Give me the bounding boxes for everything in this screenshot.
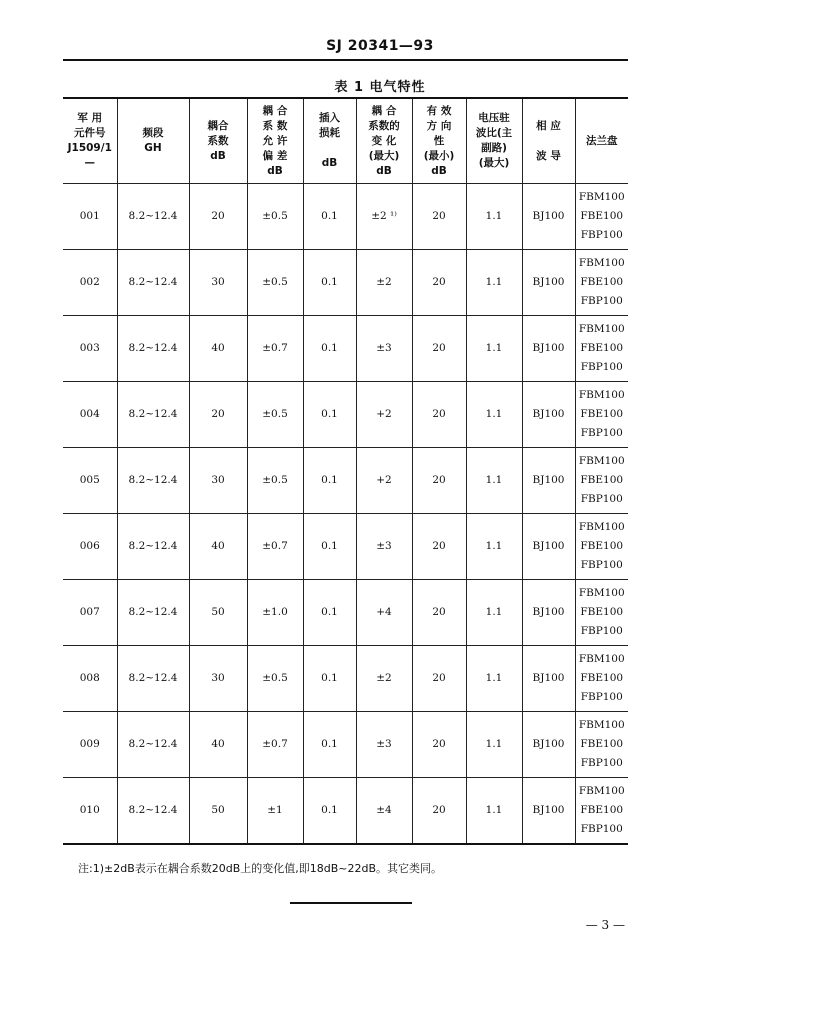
cell-coupling-tolerance: ±0.5 [247, 184, 303, 250]
cell-frequency-band: 8.2~12.4 [117, 316, 189, 382]
cell-flange: FBM100 FBE100 FBP100 [575, 382, 628, 448]
cell-insertion-loss: 0.1 [303, 250, 356, 316]
cell-part-number: 008 [63, 646, 117, 712]
cell-coupling: 30 [189, 250, 247, 316]
cell-coupling-variation: ±2 [356, 250, 412, 316]
cell-vswr: 1.1 [466, 448, 522, 514]
cell-coupling: 40 [189, 316, 247, 382]
cell-part-number: 003 [63, 316, 117, 382]
cell-coupling-variation: ±2 [356, 646, 412, 712]
cell-part-number: 007 [63, 580, 117, 646]
table-row [63, 448, 628, 514]
cell-insertion-loss: 0.1 [303, 778, 356, 845]
col-header-flange: 法兰盘 [575, 98, 628, 184]
cell-insertion-loss: 0.1 [303, 712, 356, 778]
cell-waveguide: BJ100 [522, 448, 575, 514]
footnote: 注:1)±2dB表示在耦合系数20dB上的变化值,即18dB~22dB。其它类同。 [78, 862, 443, 875]
cell-vswr: 1.1 [466, 382, 522, 448]
cell-coupling: 20 [189, 382, 247, 448]
cell-waveguide: BJ100 [522, 580, 575, 646]
cell-insertion-loss: 0.1 [303, 184, 356, 250]
table-row [63, 250, 628, 316]
cell-frequency-band: 8.2~12.4 [117, 514, 189, 580]
cell-insertion-loss: 0.1 [303, 646, 356, 712]
cell-vswr: 1.1 [466, 580, 522, 646]
cell-waveguide: BJ100 [522, 778, 575, 845]
col-header-directivity: 有 效 方 向 性 (最小) dB [412, 98, 466, 184]
col-header-coupling-tolerance: 耦 合 系 数 允 许 偏 差 dB [247, 98, 303, 184]
cell-flange: FBM100 FBE100 FBP100 [575, 712, 628, 778]
cell-waveguide: BJ100 [522, 712, 575, 778]
cell-coupling-tolerance: ±1 [247, 778, 303, 845]
cell-insertion-loss: 0.1 [303, 316, 356, 382]
cell-coupling-tolerance: ±0.7 [247, 316, 303, 382]
cell-flange: FBM100 FBE100 FBP100 [575, 580, 628, 646]
col-header-waveguide: 相 应 波 导 [522, 98, 575, 184]
cell-waveguide: BJ100 [522, 514, 575, 580]
cell-frequency-band: 8.2~12.4 [117, 778, 189, 845]
cell-part-number: 006 [63, 514, 117, 580]
cell-part-number: 004 [63, 382, 117, 448]
col-header-coupling: 耦合 系数 dB [189, 98, 247, 184]
cell-coupling-tolerance: ±0.5 [247, 382, 303, 448]
col-header-part-number: 军 用 元件号 J1509/1— [63, 98, 117, 184]
electrical-characteristics-table [63, 97, 628, 845]
cell-coupling-tolerance: ±0.5 [247, 250, 303, 316]
cell-part-number: 002 [63, 250, 117, 316]
cell-frequency-band: 8.2~12.4 [117, 250, 189, 316]
table-title: 表 1 电气特性 [334, 80, 426, 95]
cell-coupling-variation: ±4 [356, 778, 412, 845]
cell-coupling: 40 [189, 514, 247, 580]
col-header-frequency-band: 频段 GH [117, 98, 189, 184]
cell-flange: FBM100 FBE100 FBP100 [575, 778, 628, 845]
table-row [63, 382, 628, 448]
cell-vswr: 1.1 [466, 184, 522, 250]
cell-directivity: 20 [412, 778, 466, 845]
table-row [63, 580, 628, 646]
cell-directivity: 20 [412, 514, 466, 580]
header-rule [63, 59, 628, 61]
cell-waveguide: BJ100 [522, 382, 575, 448]
col-header-insertion-loss: 插入 损耗 dB [303, 98, 356, 184]
table-row [63, 646, 628, 712]
cell-coupling-tolerance: ±0.5 [247, 448, 303, 514]
cell-part-number: 009 [63, 712, 117, 778]
cell-directivity: 20 [412, 316, 466, 382]
cell-coupling-tolerance: ±1.0 [247, 580, 303, 646]
cell-insertion-loss: 0.1 [303, 448, 356, 514]
cell-waveguide: BJ100 [522, 316, 575, 382]
cell-vswr: 1.1 [466, 778, 522, 845]
cell-coupling: 20 [189, 184, 247, 250]
col-header-vswr: 电压驻 波比(主 副路) (最大) [466, 98, 522, 184]
cell-insertion-loss: 0.1 [303, 382, 356, 448]
cell-directivity: 20 [412, 646, 466, 712]
cell-waveguide: BJ100 [522, 646, 575, 712]
cell-coupling-tolerance: ±0.7 [247, 514, 303, 580]
cell-directivity: 20 [412, 250, 466, 316]
cell-coupling: 50 [189, 778, 247, 845]
cell-vswr: 1.1 [466, 712, 522, 778]
cell-flange: FBM100 FBE100 FBP100 [575, 448, 628, 514]
standard-code: SJ 20341—93 [326, 38, 434, 54]
cell-insertion-loss: 0.1 [303, 514, 356, 580]
cell-coupling-variation: ±3 [356, 514, 412, 580]
cell-vswr: 1.1 [466, 250, 522, 316]
cell-vswr: 1.1 [466, 316, 522, 382]
table-row [63, 778, 628, 845]
cell-flange: FBM100 FBE100 FBP100 [575, 184, 628, 250]
cell-vswr: 1.1 [466, 514, 522, 580]
cell-coupling-variation: ±3 [356, 316, 412, 382]
cell-flange: FBM100 FBE100 FBP100 [575, 514, 628, 580]
cell-frequency-band: 8.2~12.4 [117, 382, 189, 448]
cell-coupling: 30 [189, 448, 247, 514]
cell-flange: FBM100 FBE100 FBP100 [575, 316, 628, 382]
cell-frequency-band: 8.2~12.4 [117, 448, 189, 514]
cell-directivity: 20 [412, 184, 466, 250]
cell-coupling-variation: +2 [356, 382, 412, 448]
table-row [63, 712, 628, 778]
cell-directivity: 20 [412, 712, 466, 778]
cell-frequency-band: 8.2~12.4 [117, 184, 189, 250]
cell-directivity: 20 [412, 448, 466, 514]
footer-rule [290, 902, 412, 904]
table-row [63, 514, 628, 580]
cell-coupling-variation: ±2 ¹⁾ [356, 184, 412, 250]
cell-coupling: 50 [189, 580, 247, 646]
col-header-coupling-variation: 耦 合 系数的 变 化 (最大) dB [356, 98, 412, 184]
cell-waveguide: BJ100 [522, 250, 575, 316]
cell-frequency-band: 8.2~12.4 [117, 580, 189, 646]
cell-coupling: 40 [189, 712, 247, 778]
cell-coupling-variation: +4 [356, 580, 412, 646]
page-number: — 3 — [585, 918, 625, 932]
cell-flange: FBM100 FBE100 FBP100 [575, 250, 628, 316]
cell-directivity: 20 [412, 382, 466, 448]
cell-frequency-band: 8.2~12.4 [117, 712, 189, 778]
cell-flange: FBM100 FBE100 FBP100 [575, 646, 628, 712]
cell-part-number: 005 [63, 448, 117, 514]
cell-vswr: 1.1 [466, 646, 522, 712]
cell-coupling: 30 [189, 646, 247, 712]
cell-coupling-variation: ±3 [356, 712, 412, 778]
cell-coupling-tolerance: ±0.7 [247, 712, 303, 778]
cell-directivity: 20 [412, 580, 466, 646]
table-row [63, 184, 628, 250]
cell-part-number: 001 [63, 184, 117, 250]
cell-part-number: 010 [63, 778, 117, 845]
table-header-row [63, 98, 628, 184]
cell-waveguide: BJ100 [522, 184, 575, 250]
table-row [63, 316, 628, 382]
cell-coupling-variation: +2 [356, 448, 412, 514]
cell-coupling-tolerance: ±0.5 [247, 646, 303, 712]
cell-insertion-loss: 0.1 [303, 580, 356, 646]
cell-frequency-band: 8.2~12.4 [117, 646, 189, 712]
